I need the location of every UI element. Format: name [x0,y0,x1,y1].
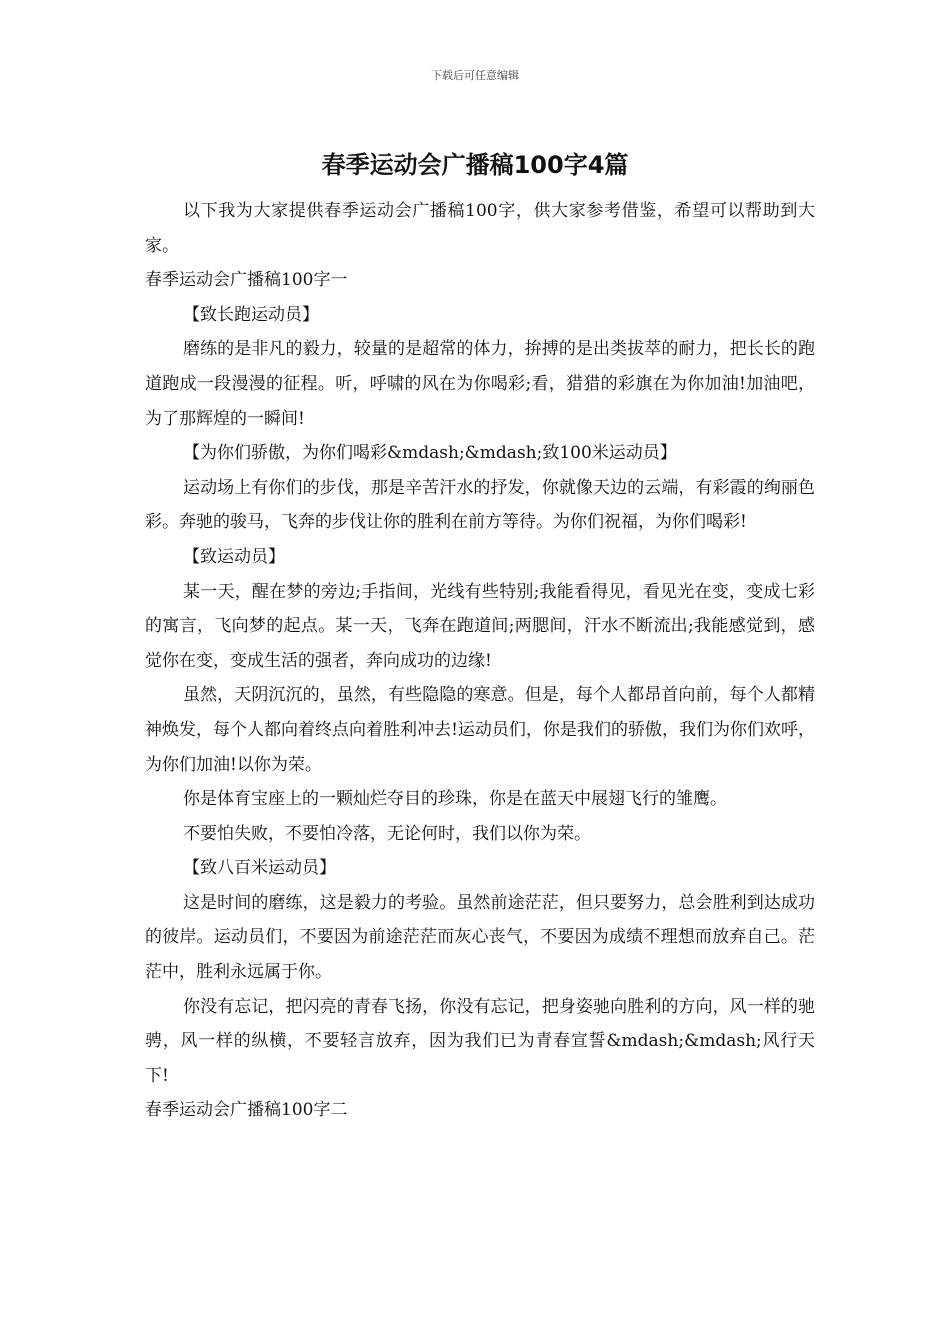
document-title: 春季运动会广播稿100字4篇 [321,151,629,179]
section-heading: 春季运动会广播稿100字二 [145,1100,348,1121]
paragraph: 【致长跑运动员】 [183,304,319,325]
section-heading: 春季运动会广播稿100字一 [145,270,348,291]
paragraph: 这是时间的磨练，这是毅力的考验。虽然前途茫茫，但只要努力，总会胜利到达成功的彼岸。运动员们，不要因为前途茫茫而灰心丧气，不要因为成绩不理想而放弃自己。茫茫中，胜利永远属于你。 [145,892,815,983]
paragraph: 你是体育宝座上的一颗灿烂夺目的珍珠，你是在蓝天中展翅飞行的雏鹰。 [183,789,727,810]
document-body [145,194,815,1128]
paragraph: 【致八百米运动员】 [183,858,336,879]
paragraph: 以下我为大家提供春季运动会广播稿100字，供大家参考借鉴，希望可以帮助到大家。 [145,201,815,256]
paragraph: 不要怕失败，不要怕冷落，无论何时，我们以你为荣。 [183,823,591,844]
page-header-note: 下载后可任意编辑 [431,69,519,82]
paragraph: 虽然，天阴沉沉的，虽然，有些隐隐的寒意。但是，每个人都昂首向前，每个人都精神焕发，每个人都向着终点向着胜利冲去!运动员们，你是我们的骄傲，我们为你们欢呼，为你们加油!以你为荣。 [145,685,815,775]
paragraph: 某一天，醒在梦的旁边;手指间，光线有些特别;我能看得见，看见光在变，变成七彩的寓言，飞向梦的起点。某一天，飞奔在跑道间;两腮间，汗水不断流出;我能感觉到，感觉你在变，变成生活的强者，奔向成功的边缘! [145,581,815,671]
paragraph: 【为你们骄傲，为你们喝彩&mdash;&mdash;致100米运动员】 [183,443,677,464]
paragraph: 你没有忘记，把闪亮的青春飞扬，你没有忘记，把身姿驰向胜利的方向，风一样的驰骋，风一样的纵横，不要轻言放弃，因为我们已为青春宣誓&mdash;&mdash;风行天下! [145,996,815,1086]
paragraph: 运动场上有你们的步伐，那是辛苦汗水的抒发，你就像天边的云端，有彩霞的绚丽色彩。奔驰的骏马，飞奔的步伐让你的胜利在前方等待。为你们祝福，为你们喝彩! [145,477,815,533]
paragraph: 【致运动员】 [183,546,285,567]
paragraph: 磨练的是非凡的毅力，较量的是超常的体力，拚搏的是出类拔萃的耐力，把长长的跑道跑成一段漫漫的征程。听，呼啸的风在为你喝彩;看，猎猎的彩旗在为你加油!加油吧，为了那辉煌的一瞬间! [145,339,815,429]
